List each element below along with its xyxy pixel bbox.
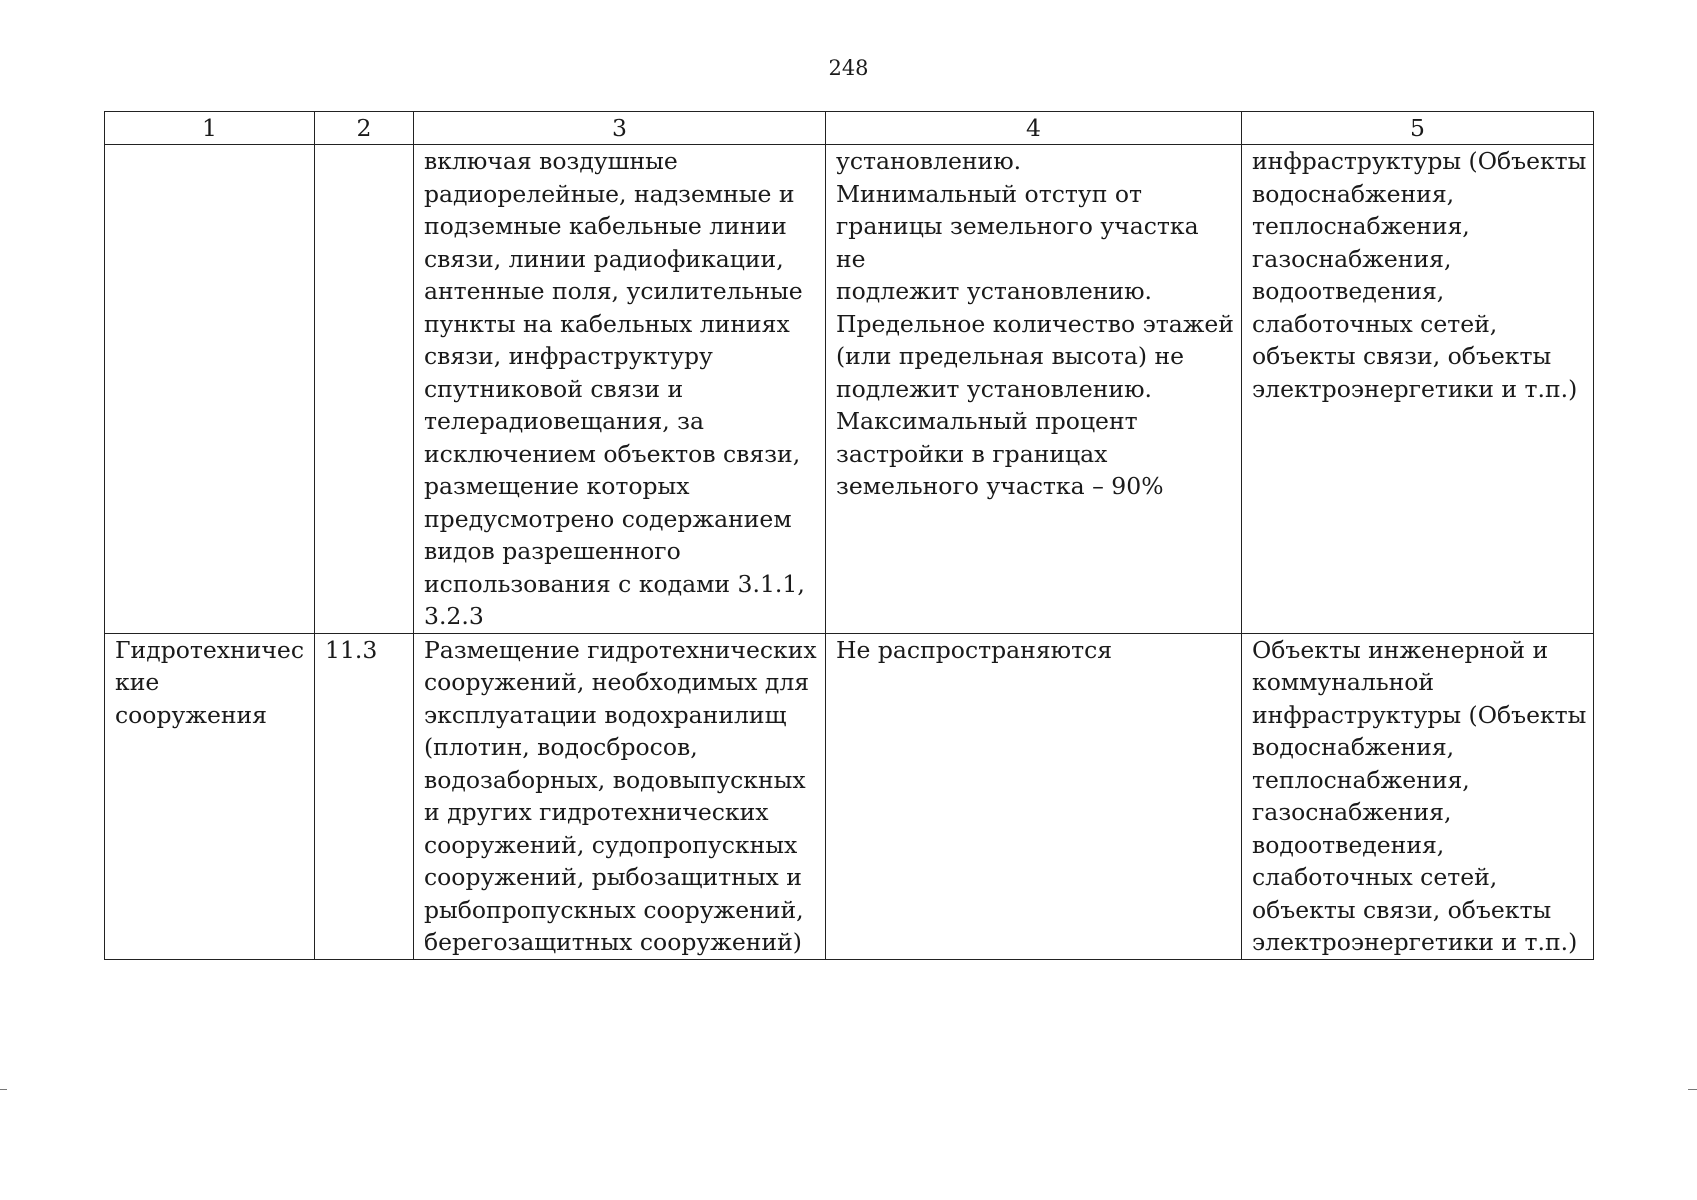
cell-limit-parameters: установлению. Минимальный отступ от границы земельного участка не подлежит установлению. Предельное количество этажей (или предельная высота) не подлежит установлению. Максимальный процент застройки в границах земельного участка – 90% [826, 145, 1242, 634]
cell-use-name: Гидротехничес кие сооружения [105, 633, 315, 959]
table-header-row [105, 112, 1594, 145]
cell-limit-parameters: Не распространяются [826, 633, 1242, 959]
column-header-3: 3 [414, 112, 826, 145]
table-row [105, 633, 1594, 959]
column-header-4: 4 [826, 112, 1242, 145]
left-margin-mark [0, 1089, 7, 1090]
cell-use-description: Размещение гидротехнических сооружений, необходимых для эксплуатации водохранилищ (плотин, водосбросов, водозаборных, водовыпускных и других гидротехнических сооружений, судопропускных сооружений, рыбозащитных и рыбопропускных сооружений, берегозащитных сооружений) [414, 633, 826, 959]
column-header-5: 5 [1242, 112, 1594, 145]
regulations-table [104, 111, 1594, 960]
column-header-2: 2 [315, 112, 414, 145]
cell-auxiliary-uses: Объекты инженерной и коммунальной инфраструктуры (Объекты водоснабжения, теплоснабжения, газоснабжения, водоотведения, слаботочных сетей, объекты связи, объекты электроэнергетики и т.п.) [1242, 633, 1594, 959]
right-margin-mark [1688, 1089, 1697, 1090]
cell-use-code [315, 145, 414, 634]
cell-use-name [105, 145, 315, 634]
table-row [105, 145, 1594, 634]
cell-use-description: включая воздушные радиорелейные, надземные и подземные кабельные линии связи, линии радиофикации, антенные поля, усилительные пункты на кабельных линиях связи, инфраструктуру спутниковой связи и телерадиовещания, за исключением объектов связи, размещение которых предусмотрено содержанием видов разрешенного использования с кодами 3.1.1, 3.2.3 [414, 145, 826, 634]
column-header-1: 1 [105, 112, 315, 145]
cell-use-code: 11.3 [315, 633, 414, 959]
page-number: 248 [828, 56, 869, 80]
cell-auxiliary-uses: инфраструктуры (Объекты водоснабжения, теплоснабжения, газоснабжения, водоотведения, слаботочных сетей, объекты связи, объекты электроэнергетики и т.п.) [1242, 145, 1594, 634]
